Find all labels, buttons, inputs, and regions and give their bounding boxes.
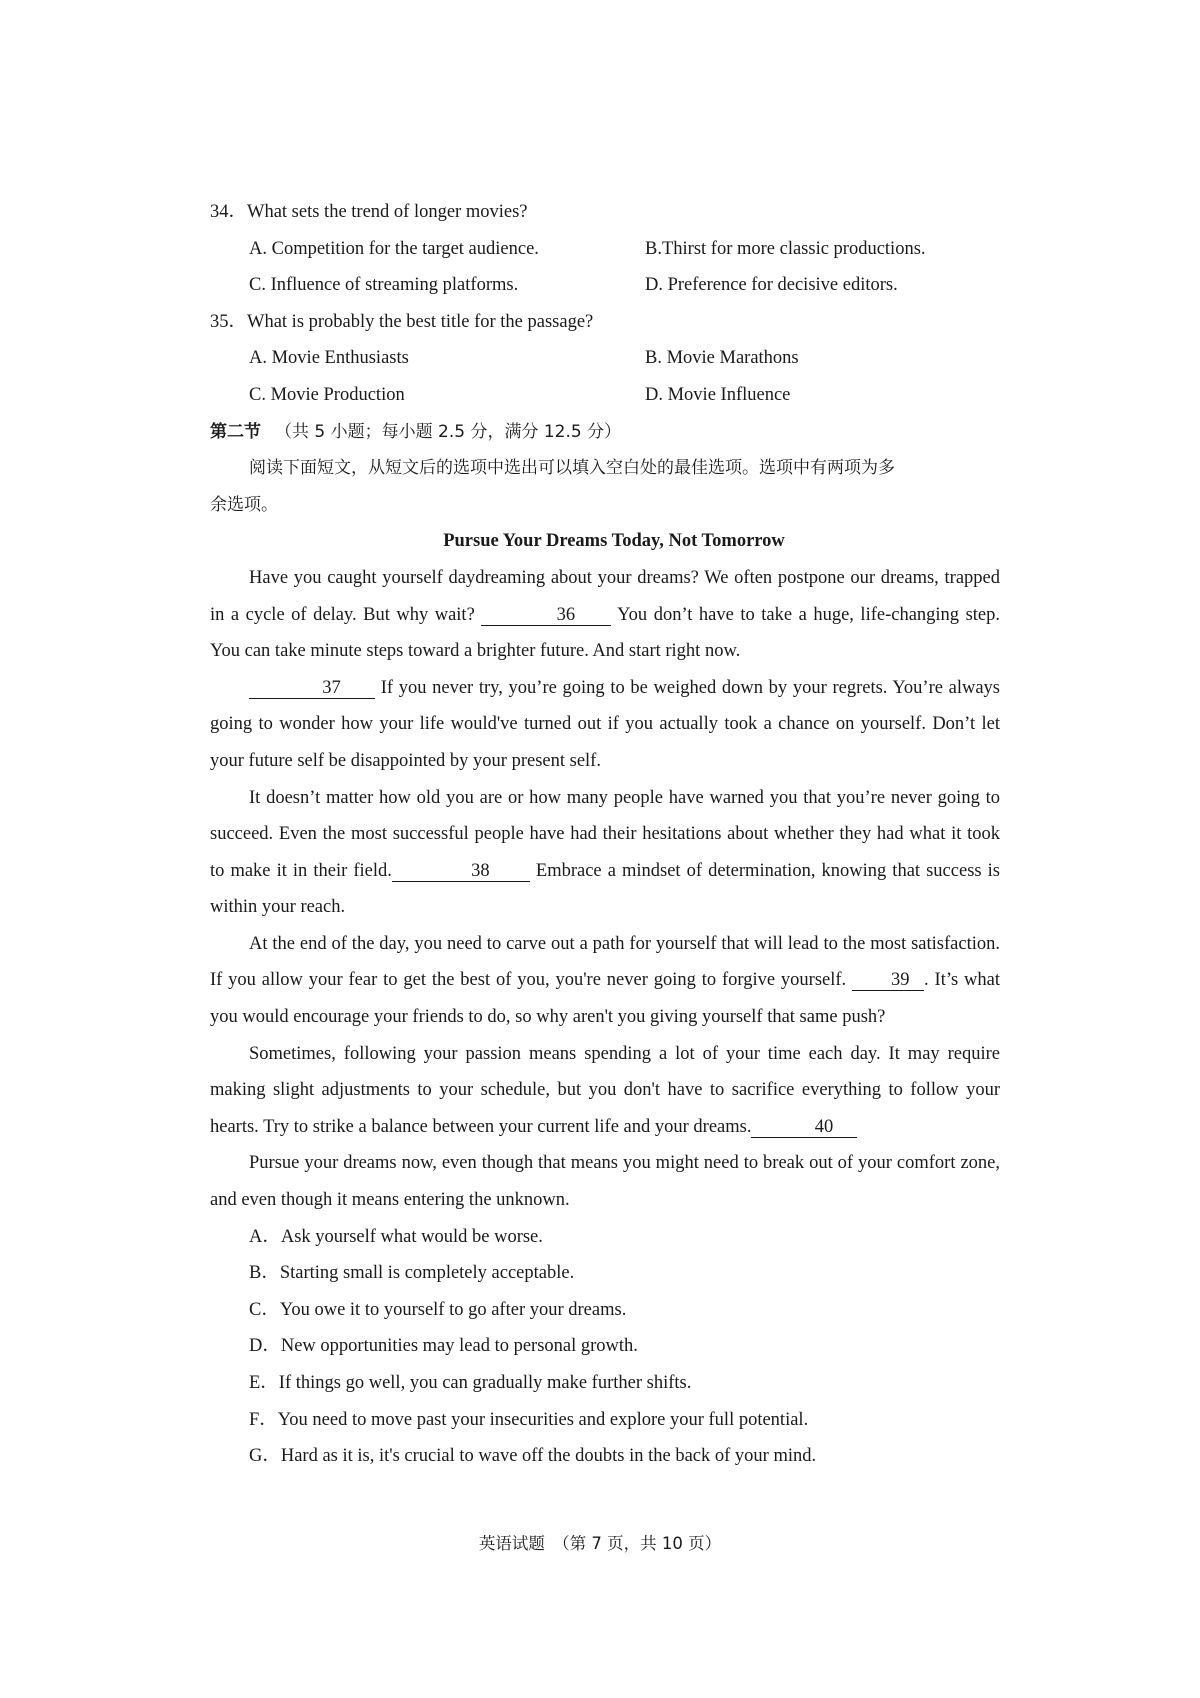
section-header [210, 414, 1000, 451]
blank-38: 38 [392, 861, 530, 882]
answer-option-f: F．You need to move past your insecurities and explore your full potential. [249, 1409, 809, 1430]
passage-paragraph-1 [210, 560, 1000, 670]
paragraph-5-text: Sometimes, following your passion means spending a lot of your time each day. It may require making slight adjustments to your schedule, but you don't have to sacrifice everything to follow your hearts. Try to strike a balance between your current life and your dreams. [210, 1043, 1000, 1137]
passage-paragraph-2 [210, 670, 1000, 780]
blank-36: 36 [481, 605, 611, 626]
answer-option-g: G．Hard as it is, it's crucial to wave off the doubts in the back of your mind. [249, 1446, 817, 1467]
section-meta: （共 5 小题；每小题 2.5 分，满分 12.5 分） [275, 421, 622, 442]
answer-option-a: A．Ask yourself what would be worse. [249, 1226, 543, 1247]
blank-40: 40 [751, 1117, 857, 1138]
question-34-stem: 34．What sets the trend of longer movies? [210, 202, 528, 222]
blank-39: 39 [852, 970, 924, 991]
question-34-option-a: A. Competition for the target audience. [249, 238, 539, 259]
question-35-options-row-2 [210, 377, 1000, 414]
question-35-option-d: D. Movie Influence [645, 384, 791, 405]
paragraph-1-text-b: You don’t have to take a huge, life-changing step. You can take minute steps toward a brighter future. And start right now. [210, 604, 1001, 662]
question-34-option-b: B.Thirst for more classic productions. [645, 238, 926, 259]
section-instruction-line-1: 阅读下面短文，从短文后的选项中选出可以填入空白处的最佳选项。选项中有两项为多 [249, 458, 895, 479]
paragraph-3-text-b: Embrace a mindset of determination, knowing that success is within your reach. [210, 860, 1000, 918]
question-35-option-b: B. Movie Marathons [645, 348, 799, 369]
answer-option-e: E．If things go well, you can gradually make further shifts. [249, 1373, 692, 1393]
section-instruction-line-2: 余选项。 [210, 494, 278, 515]
question-35-options-row-1 [210, 340, 1000, 377]
question-35-option-c: C. Movie Production [249, 384, 405, 405]
paragraph-4-text-b: . It’s what you would encourage your friends to do, so why aren't you giving yourself that same push? [210, 970, 1000, 1028]
answer-option-d: D．New opportunities may lead to personal growth. [249, 1336, 638, 1357]
question-34-options-row-1 [210, 231, 1000, 268]
question-35-option-a: A. Movie Enthusiasts [249, 348, 409, 369]
question-34-options-row-2 [210, 267, 1000, 304]
paragraph-2-text: If you never try, you’re going to be weighed down by your regrets. You’re always going to wonder how your life would've turned out if you actually took a chance on yourself. Don’t let your future self be disappointed by your present self. [210, 677, 1001, 771]
passage-paragraph-3 [210, 780, 1000, 926]
passage-paragraph-5 [210, 1036, 1000, 1146]
page-content [210, 194, 1000, 1475]
paragraph-4-text-a: At the end of the day, you need to carve out a path for yourself that will lead to the most satisfaction. If you allow your fear to get the best of you, you're never going to forgive yourself. [210, 933, 1000, 991]
answer-option-b: B．Starting small is completely acceptable. [249, 1263, 575, 1284]
passage-paragraph-4 [210, 926, 1000, 1036]
passage-title: Pursue Your Dreams Today, Not Tomorrow [443, 531, 785, 552]
section-title: 第二节 [210, 421, 261, 442]
question-35-stem: 35．What is probably the best title for the passage? [210, 311, 594, 332]
paragraph-1-text-a: Have you caught yourself daydreaming about your dreams? We often postpone our dreams, trapped in a cycle of delay. But why wait? [210, 567, 1000, 625]
page-footer: 英语试题 （第 7 页，共 10 页） [478, 1534, 722, 1553]
question-34-option-d: D. Preference for decisive editors. [645, 275, 898, 296]
paragraph-3-text-a: It doesn’t matter how old you are or how many people have warned you that you’re never going to succeed. Even the most successful people have had their hesitations about whether they had what it took to make it in their field. [210, 787, 1000, 881]
answer-option-c: C．You owe it to yourself to go after your dreams. [249, 1299, 627, 1320]
question-34-option-c: C. Influence of streaming platforms. [249, 275, 519, 296]
blank-37: 37 [249, 678, 375, 699]
passage-paragraph-6: Pursue your dreams now, even though that means you might need to break out of your comfort zone, and even though it means entering the unknown. [210, 1153, 1000, 1211]
